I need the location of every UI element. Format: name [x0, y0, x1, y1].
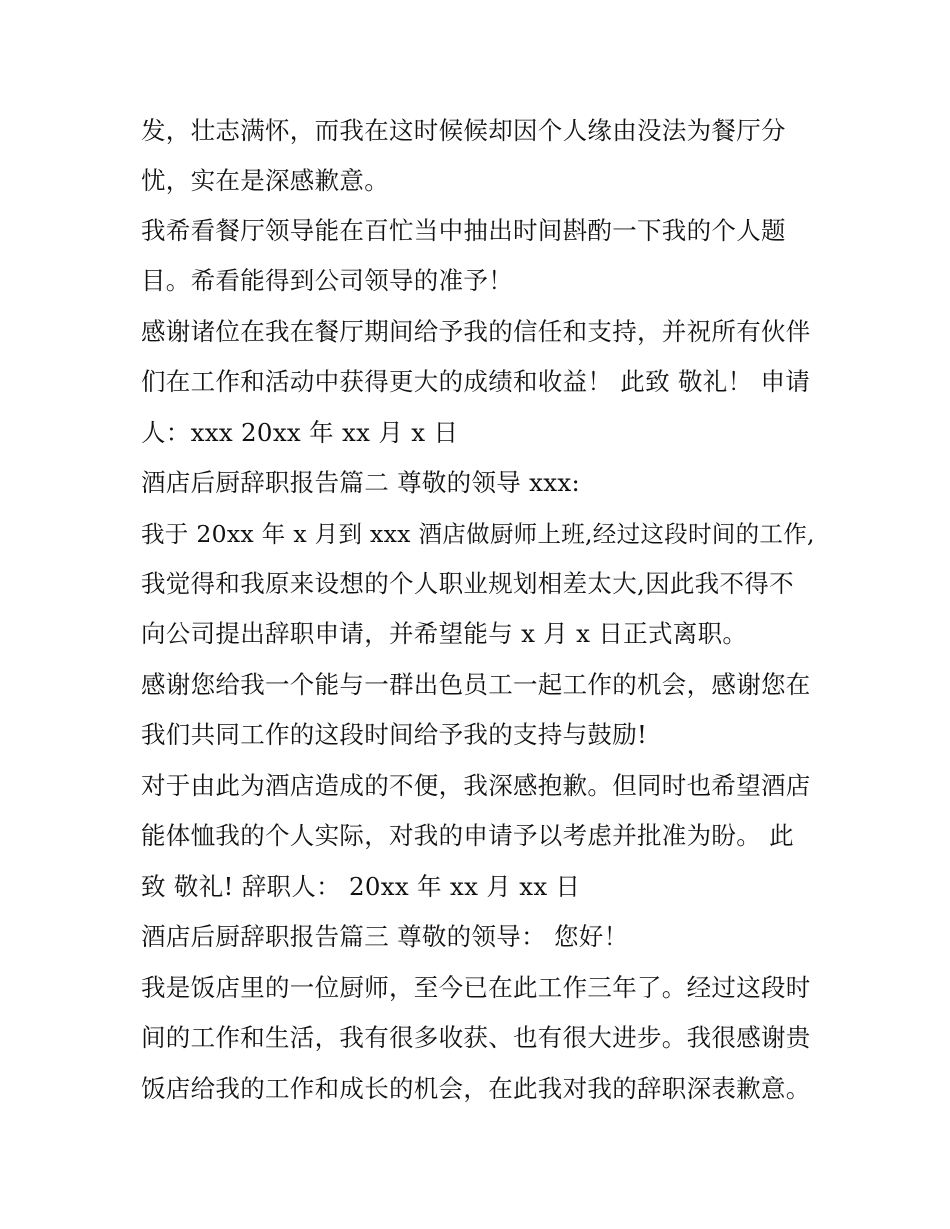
text-line: 忧，实在是深感歉意。: [141, 166, 389, 195]
text-line: 我于 20xx 年 x 月到 xxx 酒店做厨师上班,经过这段时间的工作,: [141, 520, 815, 548]
text-line: 我希看餐厅领导能在百忙当中抽出时间斟酌一下我的个人题: [141, 216, 786, 245]
text-line: 对于由此为酒店造成的不便，我深感抱歉。但同时也希望酒店: [141, 771, 811, 800]
section-heading: 酒店后厨辞职报告篇二 尊敬的领导 xxx:: [141, 468, 581, 497]
section-heading: 酒店后厨辞职报告篇三 尊敬的领导： 您好！: [141, 922, 629, 951]
text-line: 饭店给我的工作和成长的机会，在此我对我的辞职深表歉意。: [141, 1074, 811, 1103]
text-line: 我觉得和我原来设想的个人职业规划相差太大,因此我不得不: [141, 569, 794, 598]
text-line: 感谢您给我一个能与一群出色员工一起工作的机会，感谢您在: [141, 670, 811, 699]
text-line: 向公司提出辞职申请，并希望能与 x 月 x 日正式离职。: [141, 619, 748, 648]
text-line: 致 敬礼! 辞职人： 20xx 年 xx 月 xx 日: [141, 872, 581, 901]
text-line: 们在工作和活动中获得更大的成绩和收益！ 此致 敬礼！ 申请: [141, 367, 811, 396]
text-line: 间的工作和生活，我有很多收获、也有很大进步。我很感谢贵: [141, 1023, 811, 1052]
text-line: 能体恤我的个人实际，对我的申请予以考虑并批准为盼。 此: [141, 821, 794, 850]
text-line: 人：xxx 20xx 年 xx 月 x 日: [141, 418, 459, 447]
text-line: 我们共同工作的这段时间给予我的支持与鼓励!: [141, 720, 648, 749]
text-line: 感谢诸位在我在餐厅期间给予我的信任和支持，并祝所有伙伴: [141, 317, 811, 346]
text-line: 我是饭店里的一位厨师，至今已在此工作三年了。经过这段时: [141, 973, 811, 1002]
text-line: 目。希看能得到公司领导的准予！: [141, 266, 513, 295]
text-line: 发，壮志满怀，而我在这时候候却因个人缘由没法为餐厅分: [141, 116, 786, 145]
